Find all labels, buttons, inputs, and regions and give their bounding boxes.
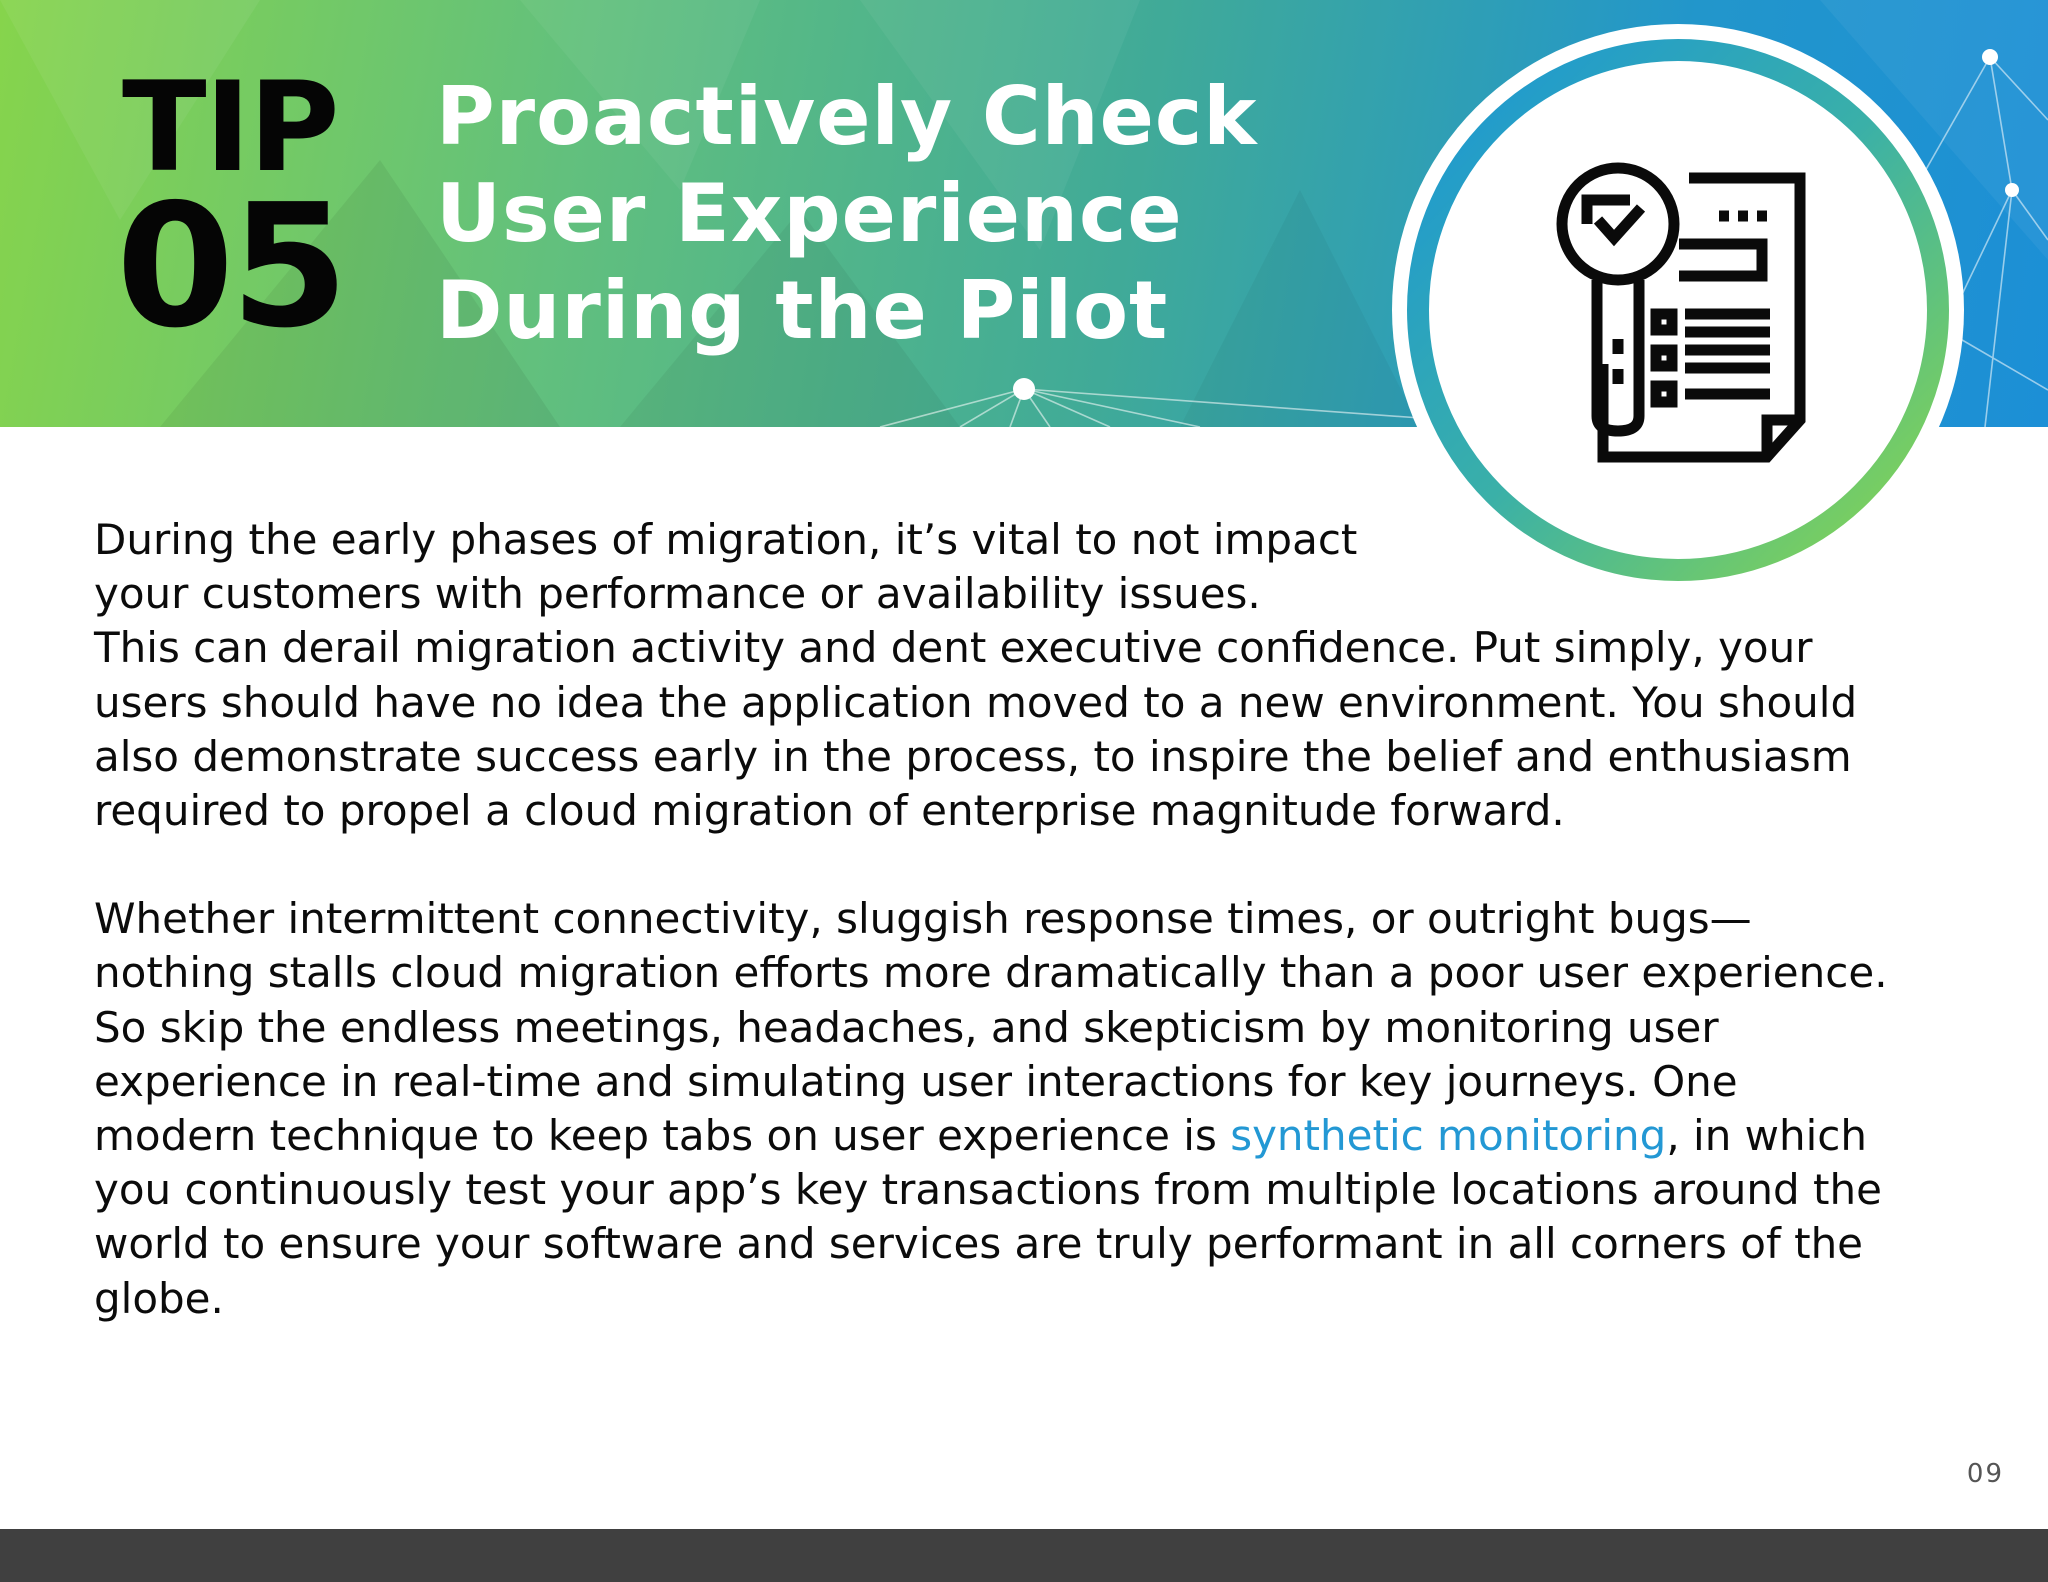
- text-line: also demonstrate success early in the process, to inspire the belief and enthusiasm: [94, 731, 1852, 781]
- tip-label: [116, 56, 345, 366]
- icon-badge: [1392, 24, 1964, 596]
- text-line: Whether intermittent connectivity, sluggish response times, or outright bugs—: [94, 894, 1752, 944]
- text-line: This can derail migration activity and dent executive confidence. Put simply, your: [94, 623, 1813, 673]
- title-line-3: During the Pilot: [436, 264, 1169, 357]
- text-line-after-link: , in which: [1666, 1111, 1868, 1161]
- text-line: globe.: [94, 1273, 224, 1323]
- text-line: experience in real-time and simulating user interactions for key journeys. One: [94, 1056, 1738, 1106]
- checklist-magnifier-icon: [1392, 24, 1964, 596]
- title-line-1: Proactively Check: [436, 70, 1258, 163]
- title-line-2: User Experience: [436, 167, 1183, 260]
- text-line: nothing stalls cloud migration efforts more dramatically than a poor user experience.: [94, 948, 1888, 998]
- text-line: users should have no idea the application moved to a new environment. You should: [94, 677, 1858, 727]
- tip-word: TIP: [122, 56, 338, 200]
- text-line: world to ensure your software and services are truly performant in all corners of the: [94, 1219, 1864, 1269]
- paragraph-2: [94, 892, 1974, 1326]
- text-line: So skip the endless meetings, headaches, and skepticism by monitoring user: [94, 1002, 1719, 1052]
- page-title: [436, 68, 1336, 359]
- body-copy: [94, 513, 1974, 1326]
- text-line: required to propel a cloud migration of enterprise magnitude forward.: [94, 786, 1565, 836]
- footer-bar: [0, 1529, 2048, 1582]
- text-line: you continuously test your app’s key transactions from multiple locations around the: [94, 1165, 1882, 1215]
- synthetic-monitoring-link[interactable]: synthetic monitoring: [1230, 1111, 1667, 1161]
- tip-number: 05: [116, 168, 345, 366]
- text-line: During the early phases of migration, it’s vital to not impact: [94, 515, 1358, 564]
- text-line: your customers with performance or availability issues.: [94, 569, 1261, 619]
- page-number: 09: [1966, 1459, 2004, 1489]
- text-line-before-link: modern technique to keep tabs on user experience is: [94, 1111, 1231, 1161]
- paragraph-1: [94, 513, 1974, 838]
